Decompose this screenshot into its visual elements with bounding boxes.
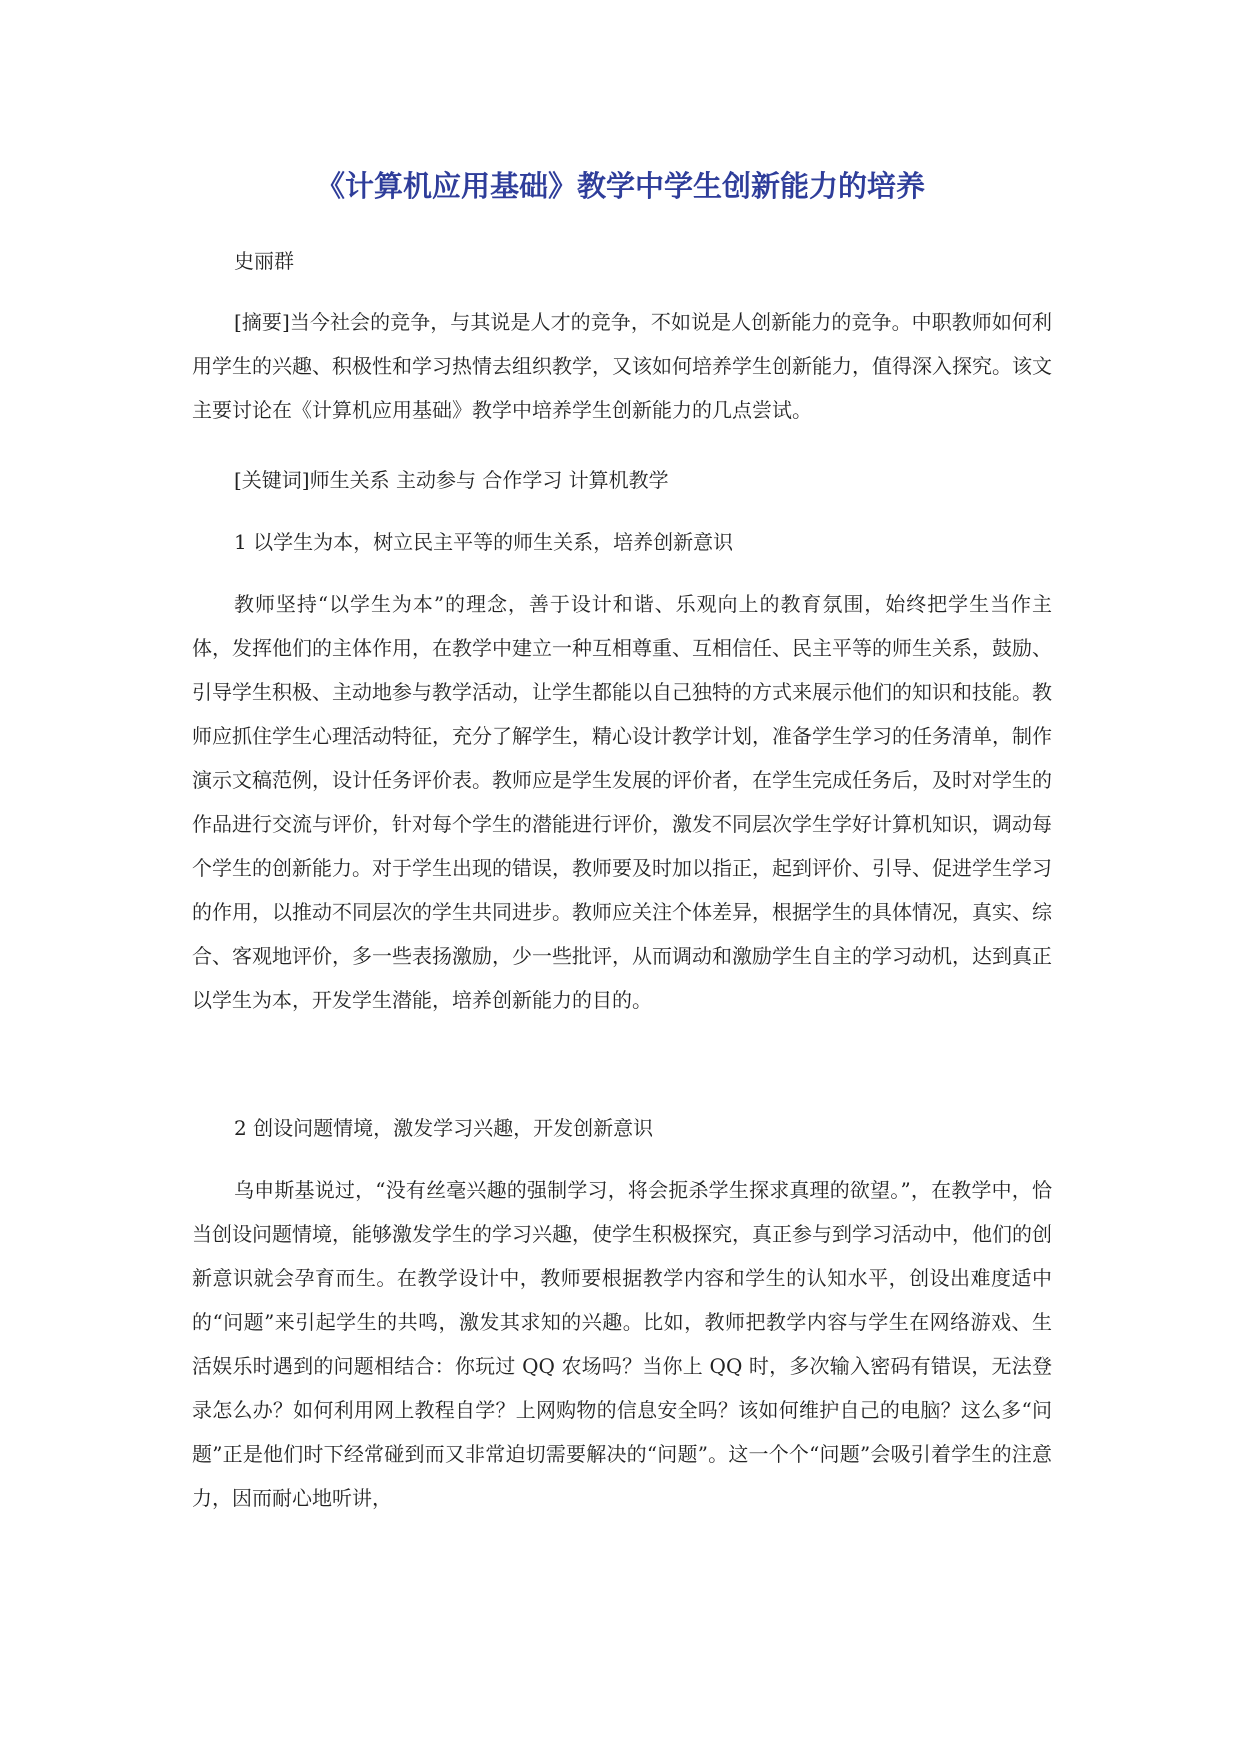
document-title: 《计算机应用基础》教学中学生创新能力的培养 [315, 169, 925, 203]
section-2-heading: 2 创设问题情境，激发学习兴趣，开发创新意识 [234, 1116, 654, 1140]
section-1-heading: 1 以学生为本，树立民主平等的师生关系，培养创新意识 [234, 530, 734, 554]
keywords-line: [关键词]师生关系 主动参与 合作学习 计算机教学 [234, 468, 669, 492]
abstract-paragraph: [摘要]当今社会的竞争，与其说是人才的竞争，不如说是人创新能力的竞争。中职教师如何利用学生的兴趣、积极性和学习热情去组织教学，又该如何培养学生创新能力，值得深入探究。该文主要讨论在《计算机应用基础》教学中培养学生创新能力的几点尝试。 [192, 310, 1052, 422]
section-2-body: 乌申斯基说过，“没有丝毫兴趣的强制学习，将会扼杀学生探求真理的欲望。”，在教学中，恰当创设问题情境，能够激发学生的学习兴趣，使学生积极探究，真正参与到学习活动中，他们的创新意识就会孕育而生。在教学设计中，教师要根据教学内容和学生的认知水平，创设出难度适中的“问题”来引起学生的共鸣，激发其求知的兴趣。比如，教师把教学内容与学生在网络游戏、生活娱乐时遇到的问题相结合：你玩过 QQ 农场吗？当你上 QQ 时，多次输入密码有错误，无法登录怎么办？如何利用网上教程自学？上网购物的信息安全吗？该如何维护自己的电脑？这么多“问题”正是他们时下经常碰到而又非常迫切需要解决的“问题”。这一个个“问题”会吸引着学生的注意力，因而耐心地听讲， [192, 1178, 1052, 1510]
author-name: 史丽群 [234, 249, 294, 273]
section-1-body: 教师坚持“以学生为本”的理念，善于设计和谐、乐观向上的教育氛围，始终把学生当作主体，发挥他们的主体作用，在教学中建立一种互相尊重、互相信任、民主平等的师生关系，鼓励、引导学生积极、主动地参与教学活动，让学生都能以自己独特的方式来展示他们的知识和技能。教师应抓住学生心理活动特征，充分了解学生，精心设计教学计划，准备学生学习的任务清单，制作演示文稿范例，设计任务评价表。教师应是学生发展的评价者，在学生完成任务后，及时对学生的作品进行交流与评价，针对每个学生的潜能进行评价，激发不同层次学生学好计算机知识，调动每个学生的创新能力。对于学生出现的错误，教师要及时加以指正，起到评价、引导、促进学生学习的作用，以推动不同层次的学生共同进步。教师应关注个体差异，根据学生的具体情况，真实、综合、客观地评价，多一些表扬激励，少一些批评，从而调动和激励学生自主的学习动机，达到真正以学生为本，开发学生潜能，培养创新能力的目的。 [192, 592, 1052, 1012]
